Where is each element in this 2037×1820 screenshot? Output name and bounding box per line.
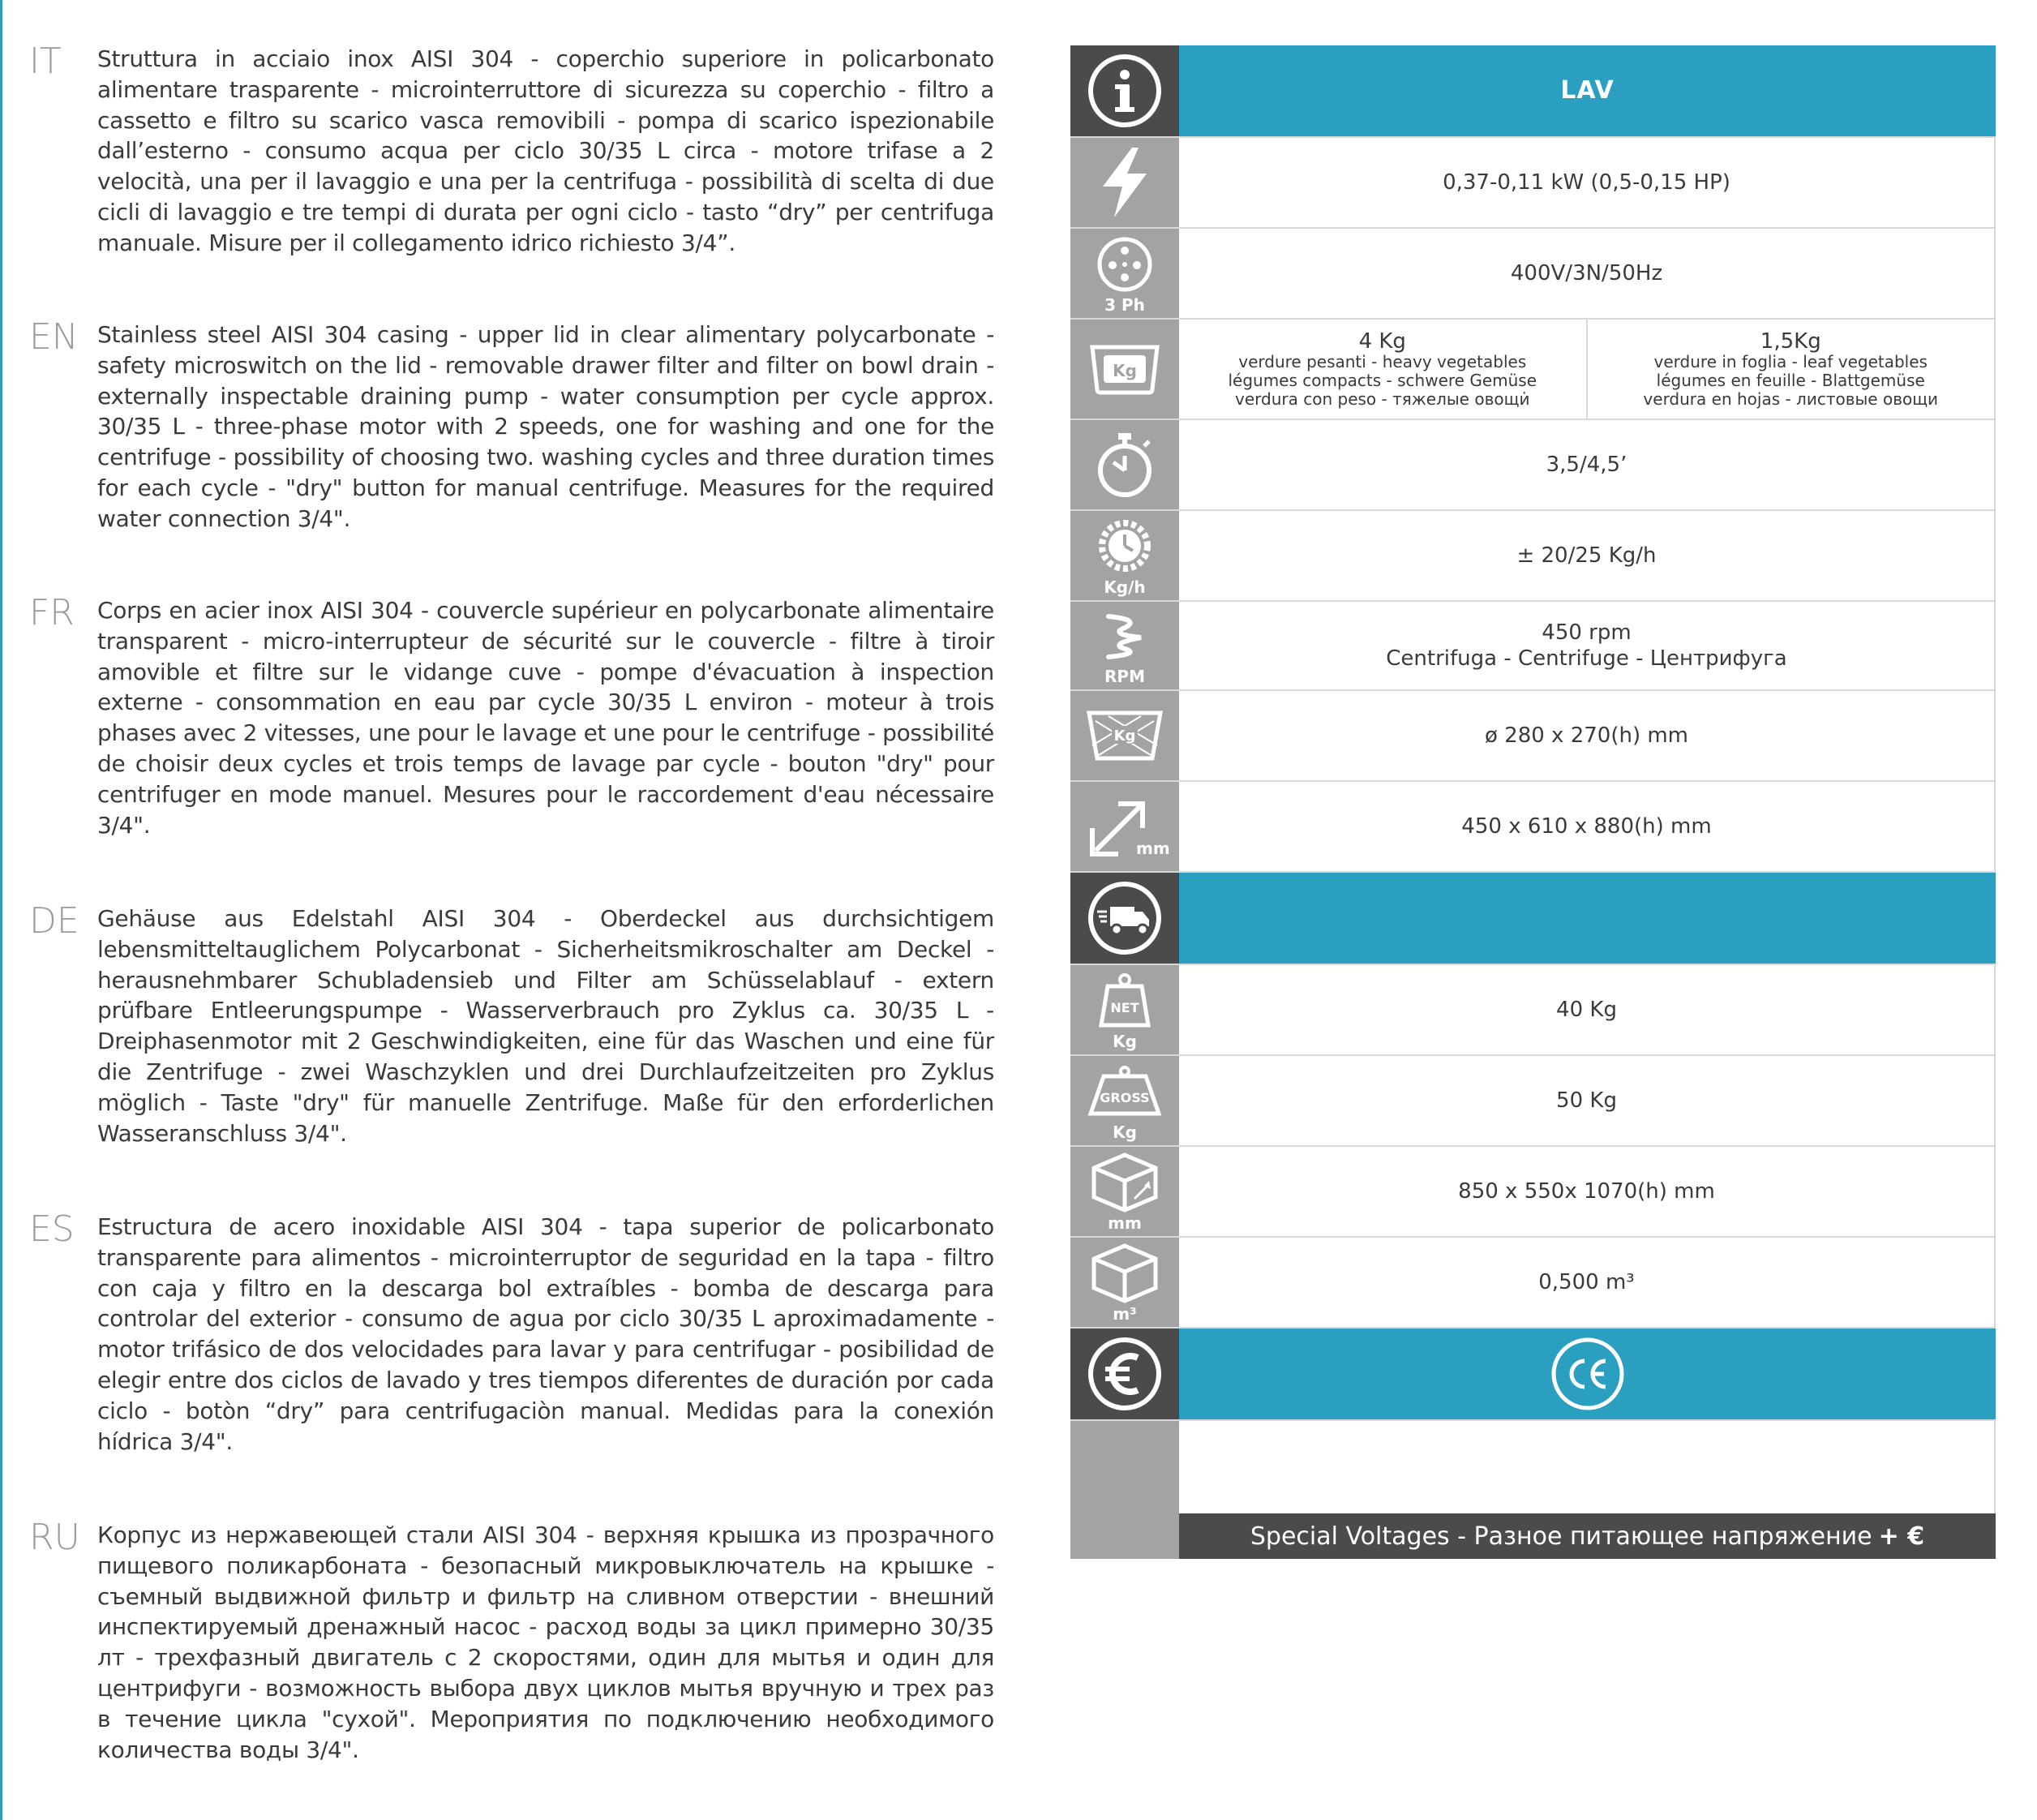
lang-code: ES bbox=[29, 1208, 75, 1250]
package-dimensions-row bbox=[1070, 1147, 1996, 1238]
dimensions-value: 450 x 610 x 880(h) mm bbox=[1179, 782, 1996, 871]
lang-code: EN bbox=[29, 316, 79, 358]
stopwatch-icon bbox=[1070, 420, 1179, 509]
dimensions-row bbox=[1070, 782, 1996, 873]
production-row bbox=[1070, 511, 1996, 602]
lightning-icon bbox=[1070, 138, 1179, 227]
gross-weight-icon bbox=[1070, 1056, 1179, 1145]
capacity-heavy-value: 4 Kg bbox=[1358, 328, 1406, 354]
capacity-split bbox=[1179, 320, 1996, 419]
description-de bbox=[29, 900, 994, 1148]
net-unit: Kg bbox=[1113, 1032, 1137, 1051]
rpm-label: RPM bbox=[1104, 667, 1145, 686]
lang-code: RU bbox=[29, 1517, 80, 1558]
gross-label: GROSS bbox=[1100, 1090, 1150, 1105]
cycle-time-row bbox=[1070, 420, 1996, 511]
basket-icon bbox=[1070, 691, 1179, 780]
plug-icon bbox=[1070, 229, 1179, 318]
spring-icon bbox=[1070, 602, 1179, 689]
lang-code: DE bbox=[29, 900, 79, 942]
package-dimensions-value: 850 x 550x 1070(h) mm bbox=[1179, 1147, 1996, 1236]
capacity-row bbox=[1070, 320, 1996, 420]
ce-band bbox=[1179, 1329, 1996, 1419]
gross-unit: Kg bbox=[1113, 1122, 1137, 1142]
power-row bbox=[1070, 138, 1996, 229]
footer-row bbox=[1070, 1513, 1996, 1559]
truck-icon bbox=[1070, 873, 1179, 964]
net-weight-value: 40 Kg bbox=[1179, 965, 1996, 1054]
basket-icon-text: Kg bbox=[1113, 728, 1136, 745]
header-row bbox=[1070, 45, 1996, 138]
price-header-row bbox=[1070, 1329, 1996, 1421]
shipping-header-row bbox=[1070, 873, 1996, 965]
net-label: NET bbox=[1110, 1000, 1139, 1015]
diagonal-arrow-icon bbox=[1070, 782, 1179, 871]
volume-unit: m³ bbox=[1113, 1304, 1137, 1324]
capacity-leaf-value: 1,5Kg bbox=[1760, 328, 1821, 354]
ce-mark-icon bbox=[1549, 1335, 1627, 1413]
volume-row bbox=[1070, 1238, 1996, 1329]
power-value: 0,37-0,11 kW (0,5-0,15 HP) bbox=[1179, 138, 1996, 227]
lang-code: FR bbox=[29, 592, 75, 633]
kg-icon-text: Kg bbox=[1113, 361, 1137, 380]
lang-code: IT bbox=[29, 41, 62, 82]
volume-value: 0,500 m³ bbox=[1179, 1238, 1996, 1327]
special-voltages-surcharge: + € bbox=[1878, 1522, 1925, 1551]
basket-value: ø 280 x 270(h) mm bbox=[1179, 691, 1996, 780]
description-it bbox=[29, 41, 994, 259]
capacity-leaf-line: légumes en feuille - Blattgemüse bbox=[1656, 370, 1925, 390]
shipping-header-band bbox=[1179, 873, 1996, 964]
description-text: Корпус из нержавеющей стали AISI 304 - верхняя крышка из прозрачного пищевого поликарбоната - безопасный микровыключатель на крышке - съемный выдвижной фильтр и фильтр на сливном отверстии - внешний инспектируемый дренажный насос - расход воды за цикл примерно 30/35 лт - трехфазный двигатель с 2 скоростями, один для мытья и один для центрифуги - возможность выбора двух циклов мытья вручную и трех раз в течение цикла "сухой". Мероприятия по подключению необходимого количества воды 3/4". bbox=[97, 1522, 994, 1763]
description-text: Struttura in acciaio inox AISI 304 - coperchio superiore in policarbonato alimentare trasparente - microinterruttore di sicurezza su coperchio - filtro a cassetto e filtro su scarico vasca removibili - pompa di scarico ispezionabile dall’esterno - consumo acqua per ciclo 30/35 L circa - motore trifase a 2 velocità, una per il lavaggio e una per la centrifuga - possibilità di scelta di due cicli di lavaggio e tre tempi di durata per ogni ciclo - tasto “dry” per centrifuga manuale. Misure per il collegamento idrico richiesto 3/4”. bbox=[97, 45, 994, 256]
speed-cell bbox=[1179, 602, 1996, 689]
net-weight-icon bbox=[1070, 965, 1179, 1054]
dimensions-unit: mm bbox=[1136, 839, 1170, 858]
basket-row bbox=[1070, 691, 1996, 782]
capacity-heavy bbox=[1179, 320, 1586, 419]
capacity-leaf-line: verdure in foglia - leaf vegetables bbox=[1653, 351, 1928, 371]
special-voltages-note bbox=[1179, 1513, 1996, 1559]
capacity-leaf-line: verdura en hojas - листовые овощи bbox=[1643, 388, 1939, 409]
gear-icon bbox=[1070, 511, 1179, 600]
voltage-value: 400V/3N/50Hz bbox=[1179, 229, 1996, 318]
voltage-row bbox=[1070, 229, 1996, 320]
production-label: Kg/h bbox=[1104, 577, 1146, 597]
info-icon bbox=[1070, 45, 1179, 136]
box-icon bbox=[1070, 1147, 1179, 1236]
special-voltages-text: Special Voltages - Разное питающее напряжение bbox=[1250, 1522, 1872, 1551]
production-value: ± 20/25 Kg/h bbox=[1179, 511, 1996, 600]
scale-icon bbox=[1070, 320, 1179, 419]
capacity-heavy-line: légumes compacts - schwere Gemüse bbox=[1228, 370, 1537, 390]
speed-value: 450 rpm bbox=[1542, 620, 1632, 645]
gross-weight-row bbox=[1070, 1056, 1996, 1147]
net-weight-row bbox=[1070, 965, 1996, 1056]
description-ru bbox=[29, 1517, 994, 1765]
footer-icon-cell bbox=[1070, 1513, 1179, 1559]
speed-row bbox=[1070, 602, 1996, 691]
speed-description: Centrifuga - Centrifuge - Центрифуга bbox=[1386, 646, 1787, 671]
description-fr bbox=[29, 592, 994, 840]
description-text: Estructura de acero inoxidable AISI 304 - tapa superior de policarbonato transparente para alimentos - microinterruptor de seguridad en la tapa - filtro con caja y filtro en la descarga bol extraíbles - bomba de descarga para controlar del exterior - consumo de agua por ciclo 30/35 L aproximadamente - motor trifásico de dos velocidades para lavar y para centrifugar - posibilidad de elegir entre dos ciclos de lavado y tres tiempos diferentes de duración por cada ciclo - botòn “dry” para centrifugaciòn manual. Medidas para la conexión hídrica 3/4". bbox=[97, 1213, 994, 1455]
gross-weight-value: 50 Kg bbox=[1179, 1056, 1996, 1145]
euro-icon bbox=[1070, 1329, 1179, 1419]
capacity-heavy-line: verdure pesanti - heavy vegetables bbox=[1238, 351, 1527, 371]
description-text: Gehäuse aus Edelstahl AISI 304 - Oberdeckel aus durchsichtigem lebensmitteltauglichem Polycarbonat - Sicherheitsmikroschalter am Deckel - herausnehmbarer Schubladensieb und Filter am Schüsselablauf - extern prüfbare Entleerungspumpe - Wasserverbrauch pro Zyklus ca. 30/35 L - Dreiphasenmotor mit 2 Geschwindigkeiten, eine für das Waschen und eine für die Zentrifuge - zwei Waschzyklen und drei Durchlaufzeitzeiten pro Zyklus möglich - Taste "dry" für manuelle Zentrifuge. Maße für den erforderlichen Wasseranschluss 3/4". bbox=[97, 905, 994, 1147]
cycle-time-value: 3,5/4,5’ bbox=[1179, 420, 1996, 509]
price-value bbox=[1179, 1421, 1996, 1513]
capacity-heavy-line: verdura con peso - тяжелые овощи̇ bbox=[1235, 388, 1530, 409]
package-dimensions-unit: mm bbox=[1108, 1213, 1142, 1233]
description-text: Corps en acier inox AISI 304 - couvercle supérieur en polycarbonate alimentaire transparent - micro-interrupteur de sécurité sur le couvercle - filtre à tiroir amovible et filtre sur le vidange cuve - pompe d'évacuation à inspection externe - consommation en eau par cycle 30/35 L environ - moteur à trois phases avec 2 vitesses, une pour le lavage et une pour le centrifuge - possibilité de choisir deux cycles et trois temps de lavage par cycle - bouton "dry" pour centrifuger en mode manuel. Mesures pour le raccordement d'eau nécessaire 3/4". bbox=[97, 597, 994, 839]
volume-box-icon bbox=[1070, 1238, 1179, 1327]
description-en bbox=[29, 316, 994, 534]
description-text: Stainless steel AISI 304 casing - upper lid in clear alimentary polycarbonate - safety microswitch on the lid - removable drawer filter and filter on bowl drain - externally inspectable draining pump - water consumption per cycle approx. 30/35 L - three-phase motor with 2 speeds, one for washing and one for the centrifuge - possibility of choosing two. washing cycles and three duration times for each cycle - "dry" button for manual centrifuge. Measures for the required water connection 3/4". bbox=[97, 321, 994, 532]
price-row bbox=[1070, 1421, 1996, 1513]
description-es bbox=[29, 1208, 994, 1457]
phase-label: 3 Ph bbox=[1104, 295, 1145, 315]
header-label: LAV bbox=[1179, 45, 1996, 136]
spec-table bbox=[1070, 45, 1996, 1559]
capacity-leaf bbox=[1586, 320, 1995, 419]
price-icon-cell bbox=[1070, 1421, 1179, 1513]
left-accent-rule bbox=[0, 0, 2, 1820]
